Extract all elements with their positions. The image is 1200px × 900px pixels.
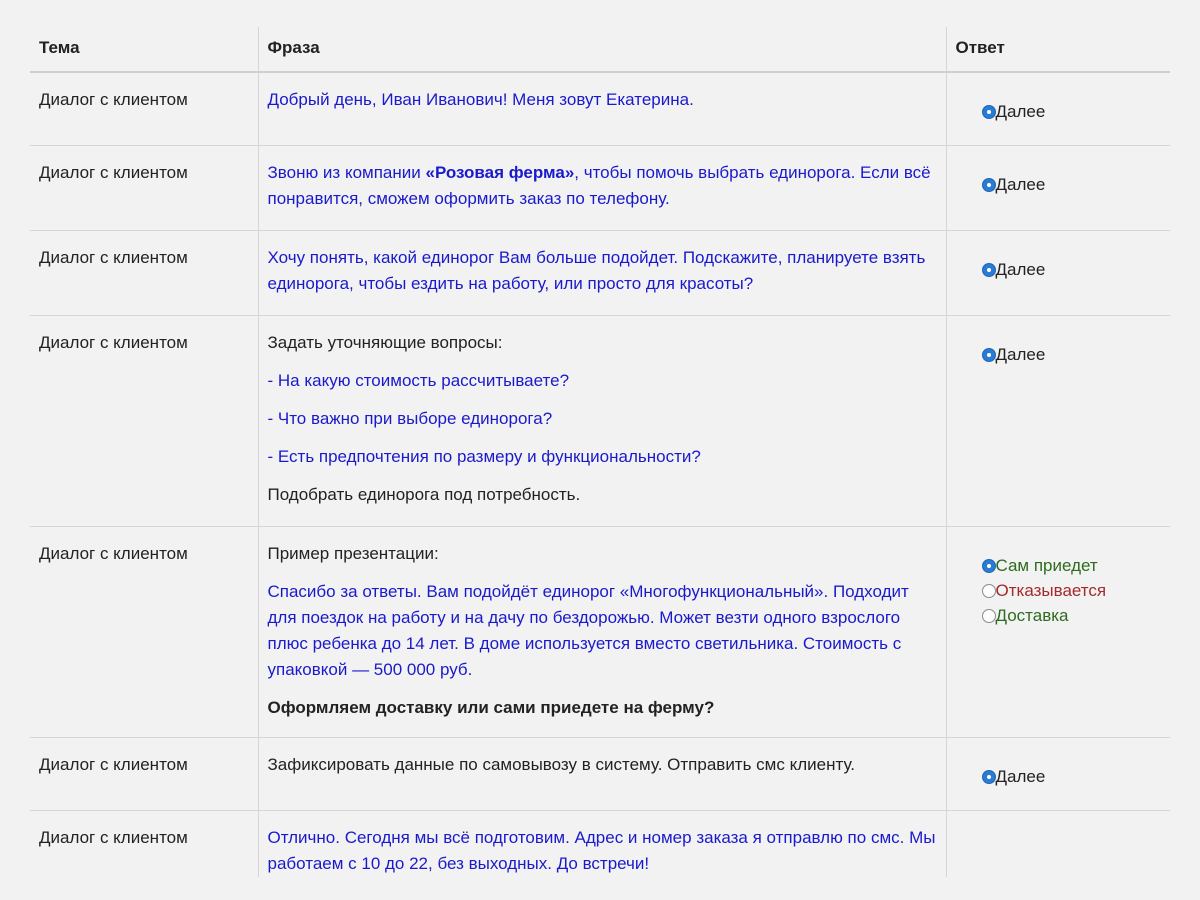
topic-cell: Диалог с клиентом — [30, 738, 258, 811]
phrase-text — [268, 160, 937, 230]
phrase-text-end: , чтобы помочь выбрать единорога. Если всё понравится, сможем оформить заказ по телефону. — [267, 163, 931, 208]
answer-radio-group — [956, 245, 1162, 282]
phrase-text: Хочу понять, какой единорог Вам больше подойдет. Подскажите, планируете взять единорога, чтобы ездить на работу, или просто для красоты? — [267, 248, 926, 293]
phrase-cell — [258, 738, 946, 811]
refuses-radio-option[interactable] — [982, 578, 1162, 603]
company-name: «Розовая ферма» — [425, 163, 575, 182]
table-row — [30, 527, 1170, 738]
header-answer: Ответ — [946, 27, 1170, 72]
instruction-text: Подобрать единорога под потребность. — [267, 485, 581, 504]
answer-radio-group — [956, 330, 1162, 367]
answer-cell — [946, 72, 1170, 146]
radio-label: Доставка — [995, 605, 1069, 625]
answer-cell — [946, 738, 1170, 811]
phrase-cell — [258, 231, 946, 316]
call-script-table — [30, 27, 1170, 877]
answer-radio-group — [956, 87, 1162, 124]
instruction-text: Пример презентации: — [267, 544, 439, 563]
phrase-cell — [258, 527, 946, 738]
phrase-cell — [258, 811, 946, 878]
radio-label: Сам приедет — [995, 555, 1098, 575]
table-row — [30, 231, 1170, 316]
topic-cell: Диалог с клиентом — [30, 231, 258, 316]
radio-label: Далее — [995, 259, 1046, 279]
header-phrase: Фраза — [258, 27, 946, 72]
header-row — [30, 27, 1170, 72]
answer-cell — [946, 527, 1170, 738]
topic-cell: Диалог с клиентом — [30, 527, 258, 738]
phrase-text-start: Звоню из компании — [267, 163, 426, 182]
question-item: - Что важно при выборе единорога? — [267, 409, 553, 428]
radio-selected-icon[interactable] — [982, 770, 996, 784]
radio-label: Далее — [995, 766, 1046, 786]
answer-radio-group — [956, 752, 1162, 789]
question-item: - Есть предпочтения по размеру и функциональности? — [267, 447, 701, 466]
topic-cell: Диалог с клиентом — [30, 146, 258, 231]
instruction-text: Зафиксировать данные по самовывозу в систему. Отправить смс клиенту. — [267, 755, 855, 774]
topic-cell: Диалог с клиентом — [39, 828, 188, 847]
answer-cell — [946, 811, 1170, 878]
phrase-cell — [258, 72, 946, 146]
phrase-text: Отлично. Сегодня мы всё подготовим. Адрес и номер заказа я отправлю по смс. Мы работаем с 10 до 22, без выходных. До встречи! — [267, 828, 936, 873]
topic-cell: Диалог с клиентом — [30, 316, 258, 527]
radio-label: Далее — [995, 174, 1046, 194]
table-row — [30, 738, 1170, 811]
table-row — [30, 316, 1170, 527]
radio-label: Отказывается — [995, 580, 1107, 600]
answer-cell — [946, 316, 1170, 527]
radio-selected-icon[interactable] — [982, 105, 996, 119]
radio-label: Далее — [995, 101, 1046, 121]
self-pickup-radio-option[interactable] — [982, 553, 1162, 578]
answer-cell — [946, 231, 1170, 316]
radio-selected-icon[interactable] — [982, 348, 996, 362]
radio-selected-icon[interactable] — [982, 559, 996, 573]
header-topic: Тема — [30, 27, 258, 72]
radio-label: Далее — [995, 344, 1046, 364]
phrase-cell — [258, 146, 946, 231]
next-radio-option[interactable] — [982, 257, 1162, 282]
closing-question: Оформляем доставку или сами приедете на ферму? — [267, 698, 715, 717]
radio-selected-icon[interactable] — [982, 178, 996, 192]
topic-cell: Диалог с клиентом — [30, 72, 258, 146]
instruction-text: Задать уточняющие вопросы: — [267, 333, 503, 352]
table-row — [30, 811, 1170, 878]
radio-selected-icon[interactable] — [982, 263, 996, 277]
next-radio-option[interactable] — [982, 342, 1162, 367]
question-item: - На какую стоимость рассчитываете? — [267, 371, 570, 390]
table-row — [30, 72, 1170, 146]
table-row — [30, 146, 1170, 231]
answer-cell — [946, 146, 1170, 231]
next-radio-option[interactable] — [982, 764, 1162, 789]
radio-unselected-icon[interactable] — [982, 584, 996, 598]
next-radio-option[interactable] — [982, 172, 1162, 197]
presentation-text: Спасибо за ответы. Вам подойдёт единорог «Многофункциональный». Подходит для поездок на работу и на дачу по бездорожью. Может везти одного взрослого плюс ребенка до 14 лет. В доме используется вместо светильника. Стоимость с упаковкой — 500 000 руб. — [267, 582, 909, 679]
answer-radio-group — [956, 160, 1162, 197]
next-radio-option[interactable] — [982, 99, 1162, 124]
delivery-radio-option[interactable] — [982, 603, 1162, 628]
answer-radio-group — [956, 541, 1162, 628]
phrase-text: Добрый день, Иван Иванович! Меня зовут Екатерина. — [267, 90, 694, 109]
phrase-cell — [258, 316, 946, 527]
radio-unselected-icon[interactable] — [982, 609, 996, 623]
